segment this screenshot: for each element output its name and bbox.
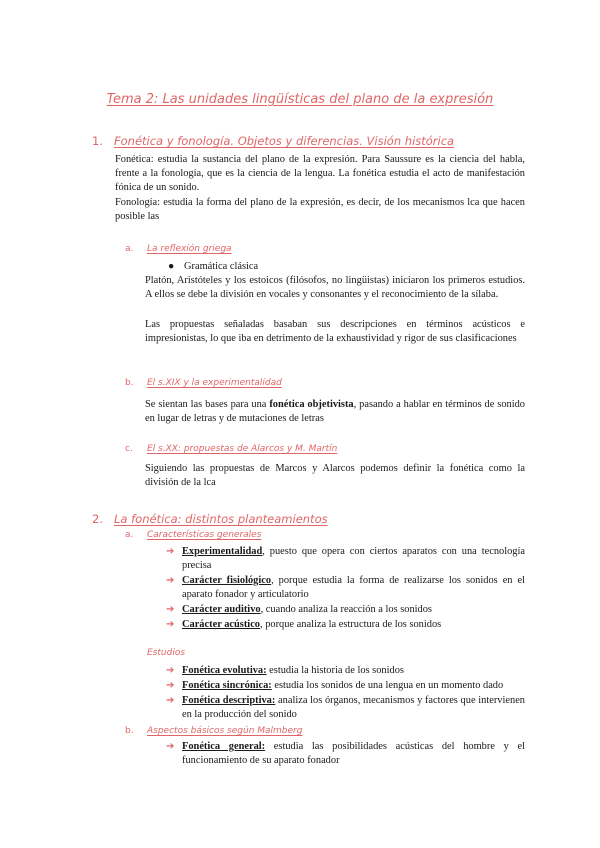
list-item: ➔ Experimentalidad, puesto que opera con ciertos aparatos con una tecnología precisa [166, 546, 525, 572]
arrow-right-icon: ➔ [166, 575, 175, 586]
list-item: ➔ Fonética evolutiva: estudia la historia de los sonidos [182, 664, 525, 678]
section-2-title: La fonética: distintos planteamientos [114, 512, 328, 526]
subsection-1a-paragraph-2: Las propuestas señaladas basaban sus descripciones en términos acústicos e impresionistas, lo que iba en detrimento de la exhaustividad y rigor de sus clasificaciones [145, 319, 525, 345]
subsection-1c-title: El s.XX: propuestas de Alarcos y M. Martín [147, 444, 338, 454]
subsection-2b-heading [125, 726, 302, 736]
subsection-1c-letter: c. [125, 444, 133, 454]
section-1-title: Fonética y fonología. Objetos y diferencias. Visión histórica [114, 134, 455, 148]
subsection-2b-title: Aspectos básicos según Malmberg [147, 726, 303, 736]
subsection-2a-letter: a. [125, 530, 134, 540]
subsection-1b-heading [125, 378, 282, 388]
list-item: ➔ Fonética descriptiva: analiza los órganos, mecanismos y factores que intervienen en la producción del sonido [166, 695, 526, 721]
section-1-heading [92, 134, 454, 148]
arrow-right-icon: ➔ [166, 695, 175, 706]
subsection-1c-paragraph: Siguiendo las propuestas de Marcos y Alarcos podemos definir la fonética como la división de la lca [145, 463, 525, 489]
bullet-item [168, 260, 258, 274]
subsection-2a-title: Características generales [147, 530, 262, 540]
list-item: ➔ Carácter fisiológico, porque estudia la forma de realizarse los sonidos en el aparato fonador y articulatorio [166, 575, 525, 601]
fonetica-paragraph: Fonética: estudia la sustancia del plano de la expresión. Para Saussure es la ciencia del habla, frente a la fonología, que es la ciencia de la lengua. La fonética estudia el acto de manifestación fónica de un sonido. [115, 154, 525, 194]
document-title [0, 90, 600, 108]
estudios-heading: Estudios [147, 648, 186, 658]
arrow-right-icon: ➔ [166, 546, 175, 557]
arrow-right-icon: ➔ [166, 665, 175, 676]
subsection-1b-letter: b. [125, 378, 134, 388]
arrow-right-icon: ➔ [166, 741, 175, 752]
list-item: ➔ Carácter auditivo, cuando analiza la reacción a los sonidos [182, 603, 525, 617]
subsection-1a-paragraph-1: Platón, Aristóteles y los estoicos (filósofos, no lingüistas) iniciaron los primeros estudios. A ellos se debe la división en vocales y consonantes y el reconocimiento de la sílaba. [145, 275, 525, 301]
arrow-right-icon: ➔ [166, 680, 175, 691]
list-item: ➔ Fonética sincrónica: estudia los sonidos de una lengua en un momento dado [182, 679, 525, 693]
subsection-1a-title: La reflexión griega [147, 244, 232, 254]
subsection-1b-paragraph: Se sientan las bases para una fonética objetivista, pasando a hablar en términos de sonido en lugar de letras y de mutaciones de letras [145, 399, 526, 425]
bullet-text: Gramática clásica [184, 261, 259, 272]
section-2-number: 2. [92, 512, 103, 526]
subsection-1b-title: El s.XIX y la experimentalidad [147, 378, 282, 388]
fonologia-paragraph: Fonología: estudia la forma del plano de la expresión, es decir, de los mecanismos lca que hacen posible las [115, 197, 525, 223]
section-2-heading [92, 512, 328, 526]
list-item: ➔ Carácter acústico, porque analiza la estructura de los sonidos [182, 618, 525, 632]
subsection-1a-heading [125, 244, 232, 254]
bullet-dot-icon: ● [168, 261, 175, 272]
list-item: ➔ Fonética general: estudia las posibilidades acústicas del hombre y el funcionamiento de su aparato fonador [166, 741, 525, 767]
subsection-2a-heading [125, 530, 261, 540]
subsection-1a-letter: a. [125, 244, 134, 254]
arrow-right-icon: ➔ [166, 604, 175, 615]
arrow-right-icon: ➔ [166, 619, 175, 630]
bold-term: fonética objetivista [269, 399, 354, 410]
section-1-number: 1. [92, 134, 103, 148]
title-text: Tema 2: Las unidades lingüísticas del plano de la expresión [106, 92, 494, 107]
subsection-2b-letter: b. [125, 726, 134, 736]
subsection-1c-heading [125, 444, 337, 454]
